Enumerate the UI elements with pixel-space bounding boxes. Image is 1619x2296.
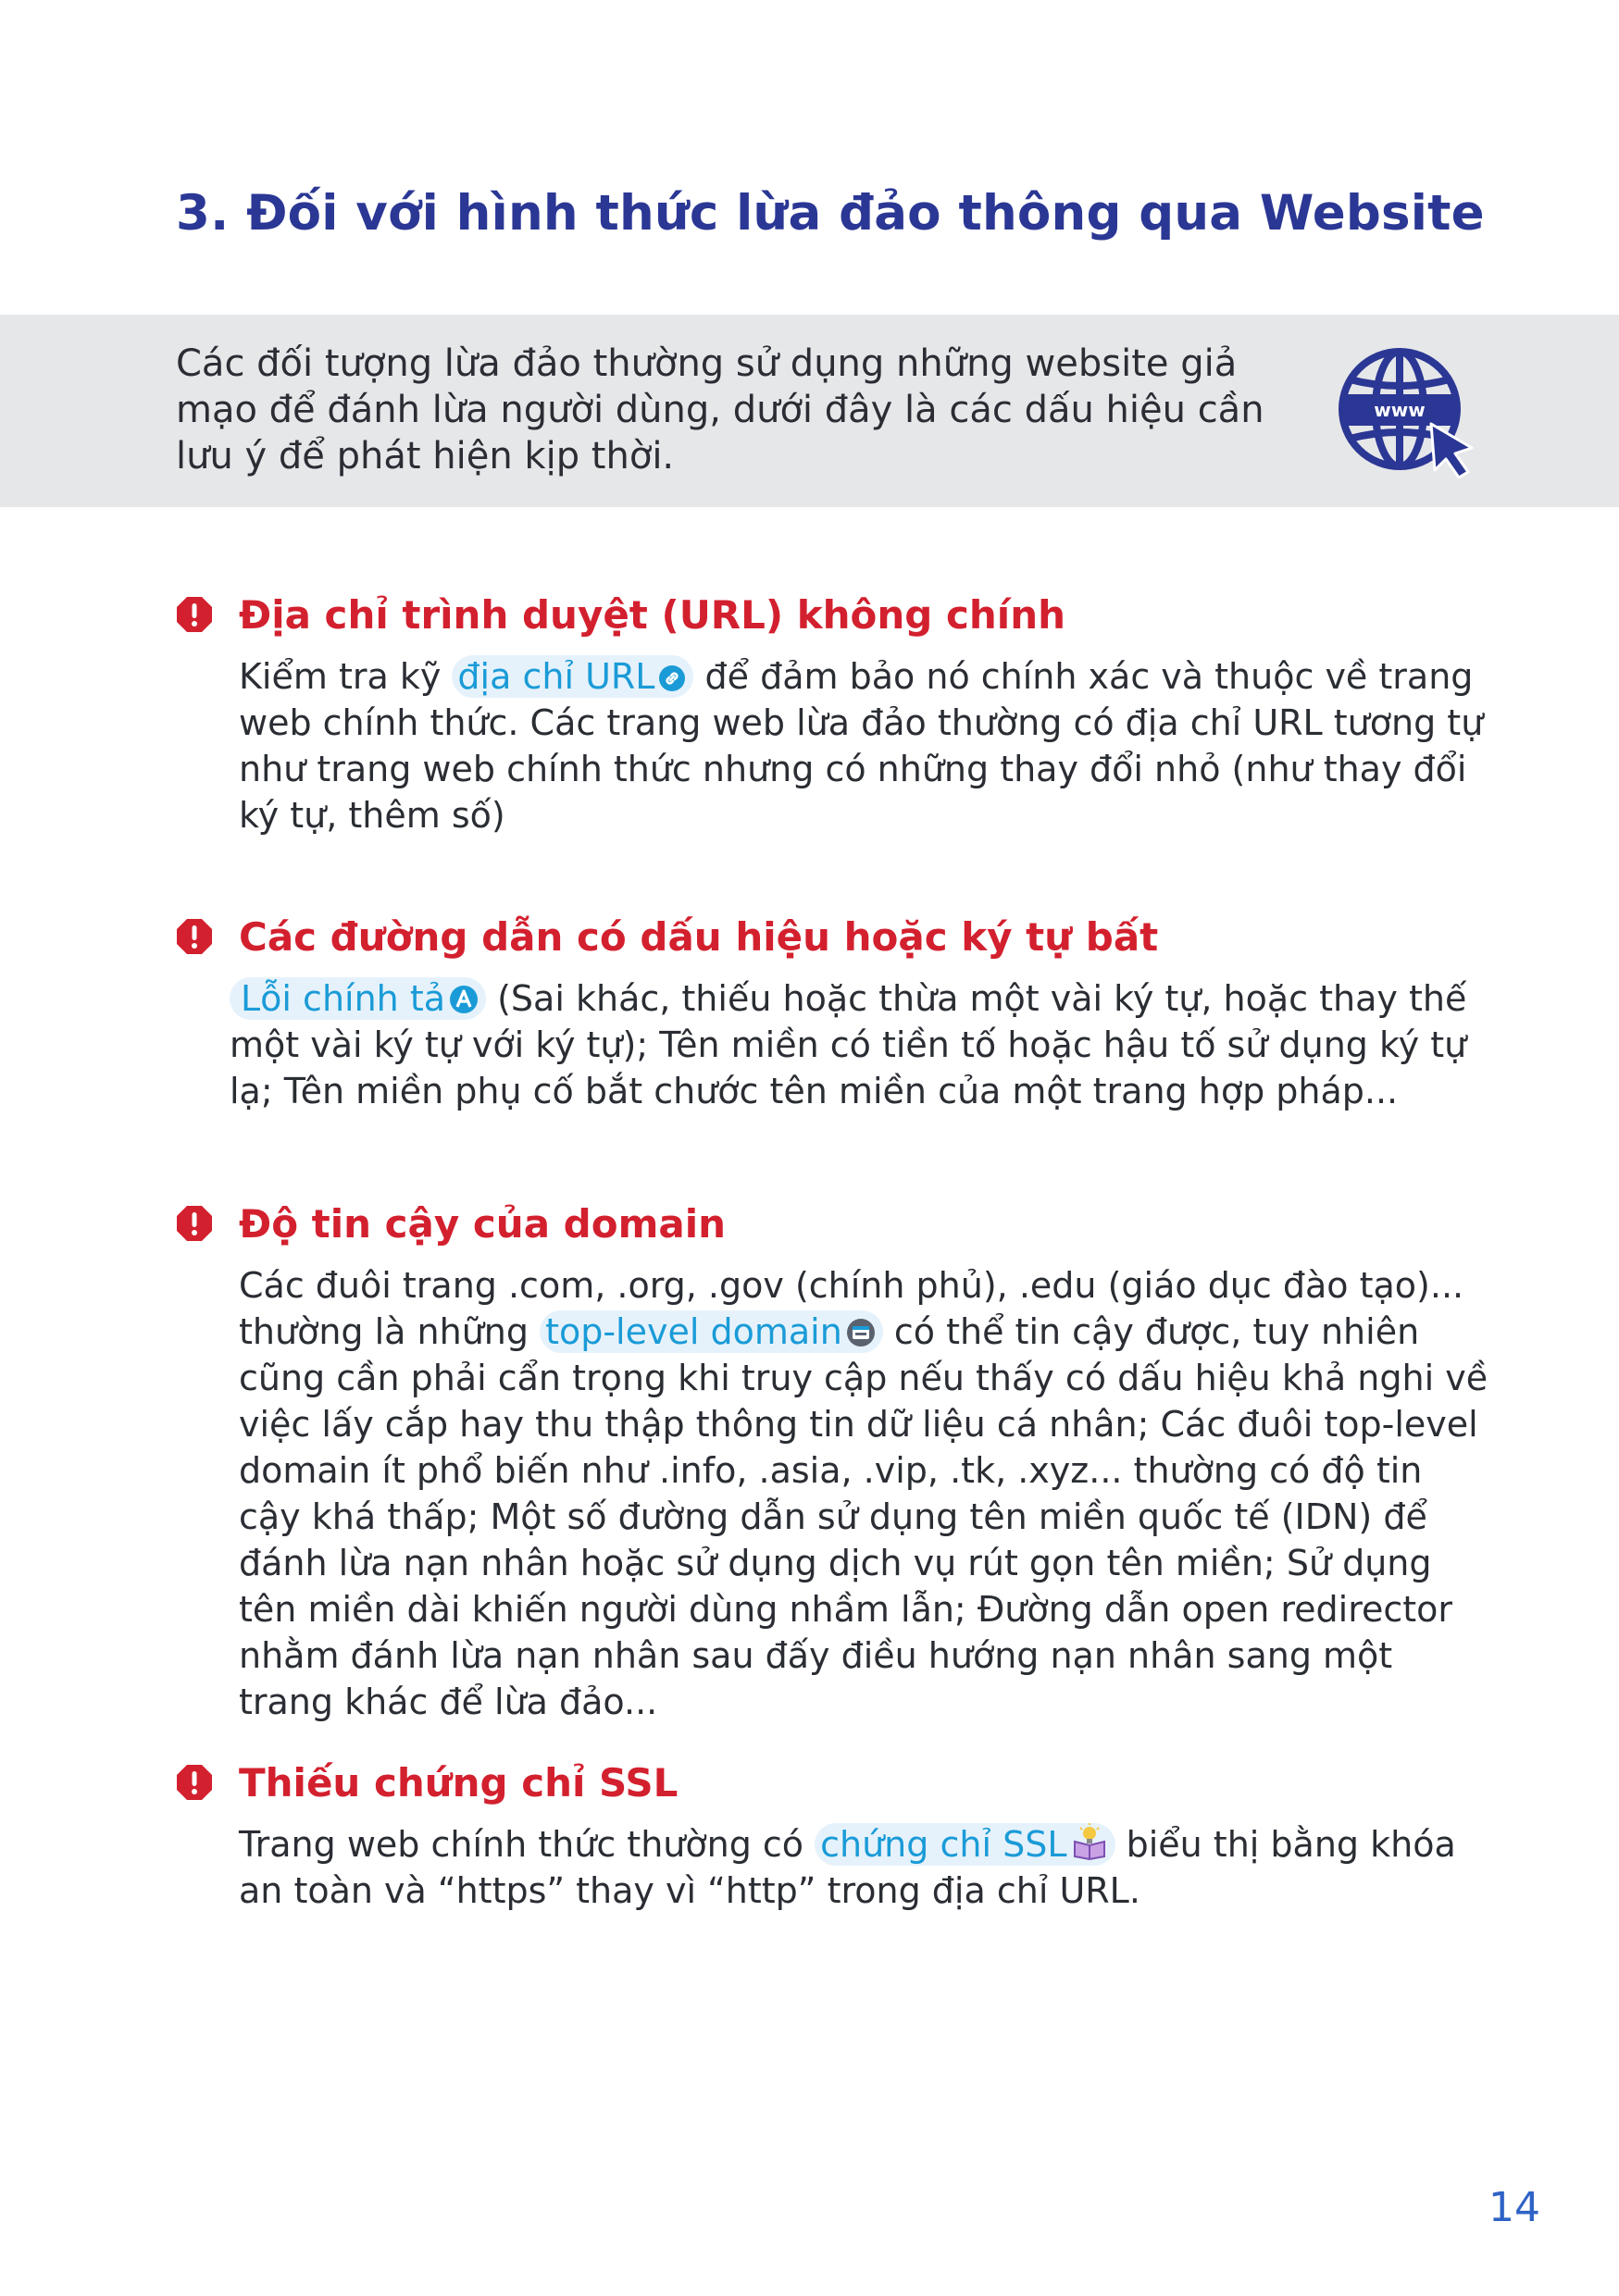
- section-characters: [176, 909, 1490, 1114]
- section-title: Thiếu chứng chỉ SSL: [239, 1759, 679, 1806]
- page-number: 14: [1488, 2184, 1540, 2231]
- body-text: Trang web chính thức thường có: [239, 1824, 816, 1865]
- url-chip[interactable]: [452, 655, 693, 698]
- section-header: [176, 1196, 1490, 1251]
- chip-label: chứng chỉ SSL: [820, 1824, 1067, 1865]
- alert-octagon-icon: [176, 1205, 213, 1242]
- alert-octagon-icon: [176, 918, 213, 955]
- section-url: [176, 587, 1490, 838]
- section-header: [176, 1755, 1490, 1810]
- section-body: [230, 975, 1490, 1114]
- section-title: Độ tin cậy của domain: [239, 1200, 726, 1247]
- body-text: Các đuôi trang .com, .org, .gov (chính phủ), .edu (giáo dục đào tạo)... thường là những: [239, 1265, 1464, 1352]
- alert-octagon-icon: [176, 1764, 213, 1801]
- section-header: [176, 587, 1490, 642]
- section-ssl: [176, 1755, 1490, 1914]
- chip-label: top-level domain: [545, 1311, 842, 1352]
- spelling-chip[interactable]: [230, 977, 486, 1020]
- domain-icon: [846, 1318, 876, 1347]
- body-text: để đảm bảo nó chính xác và thuộc về trang web chính thức. Các trang web lừa đảo thường có địa chỉ URL tương tự như trang web chính thức nhưng có những thay đổi nhỏ (như thay đổi ký tự, thêm số): [239, 656, 1484, 836]
- body-text: Kiểm tra kỹ: [239, 656, 453, 697]
- top-level-domain-chip[interactable]: [540, 1310, 883, 1353]
- chip-label: địa chỉ URL: [457, 656, 655, 697]
- section-title: Các đường dẫn có dấu hiệu hoặc ký tự bất: [239, 913, 1159, 960]
- body-text: có thể tin cậy được, tuy nhiên cũng cần phải cẩn trọng khi truy cập nếu thấy có dấu hiệu khả nghi về việc lấy cắp hay thu thập thông tin dữ liệu cá nhân; Các đuôi top-level domain ít phổ biến như .info, .asia, .vip, .tk, .xyz... thường có độ tin cậy khá thấp; Một số đường dẫn sử dụng tên miền quốc tế (IDN) để đánh lừa nạn nhân hoặc sử dụng dịch vụ rút gọn tên miền; Sử dụng tên miền dài khiến người dùng nhầm lẫn; Đường dẫn open redirector nhằm đánh lừa nạn nhân sau đấy điều hướng nạn nhân sang một trang khác để lừa đảo...: [239, 1311, 1488, 1722]
- page-title: 3. Đối với hình thức lừa đảo thông qua Website: [176, 185, 1485, 242]
- link-icon: [658, 664, 686, 692]
- section-body: [239, 653, 1490, 838]
- intro-box: [0, 315, 1619, 507]
- book-bulb-icon: [1071, 1823, 1108, 1860]
- section-body: [239, 1821, 1490, 1914]
- section-title: Địa chỉ trình duyệt (URL) không chính: [239, 591, 1065, 638]
- section-body: [239, 1262, 1490, 1725]
- letter-a-icon: [449, 985, 479, 1014]
- ssl-certificate-chip[interactable]: [815, 1823, 1115, 1866]
- globe-www-label: www: [1374, 399, 1426, 421]
- section-header: [176, 909, 1490, 964]
- body-text: biểu thị bằng khóa an toàn và “https” thay vì “http” trong địa chỉ URL.: [239, 1824, 1456, 1911]
- globe-www-icon: [1333, 344, 1481, 483]
- chip-label: Lỗi chính tả: [241, 978, 446, 1019]
- section-domain: [176, 1196, 1490, 1725]
- body-text: (Sai khác, thiếu hoặc thừa một vài ký tự, hoặc thay thế một vài ký tự với ký tự); Tên miền có tiền tố hoặc hậu tố sử dụng ký tự lạ; Tên miền phụ cố bắt chước tên miền của một trang hợp pháp...: [230, 978, 1467, 1111]
- alert-octagon-icon: [176, 596, 213, 633]
- intro-text: Các đối tượng lừa đảo thường sử dụng những website giả mạo để đánh lừa người dùng, dưới đây là các dấu hiệu cần lưu ý để phát hiện kịp thời.: [176, 342, 1264, 478]
